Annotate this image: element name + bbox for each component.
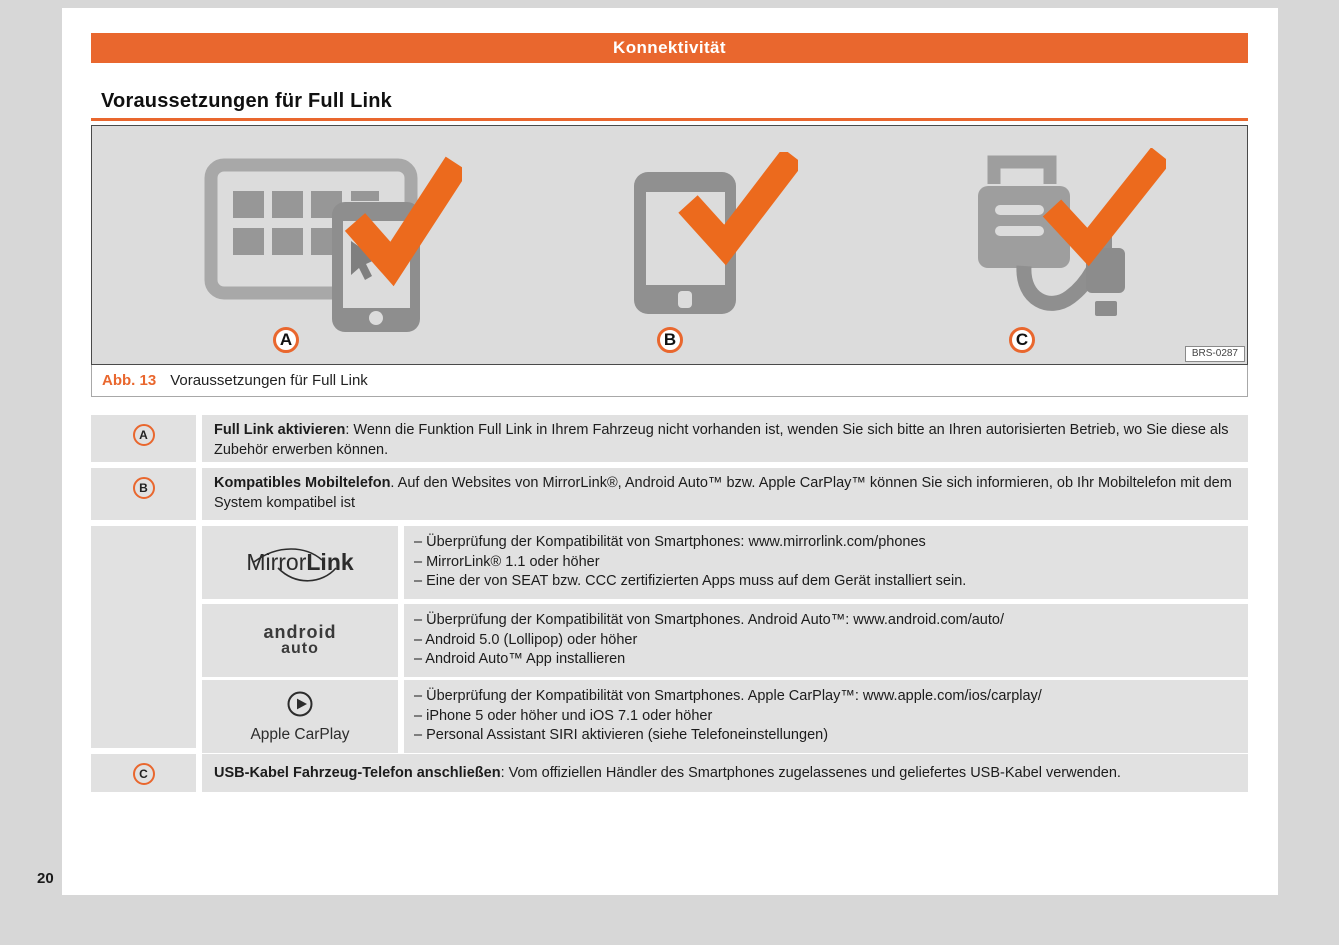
list-item: – Überprüfung der Kompatibilität von Smartphones. Apple CarPlay™: www.apple.com/ios/carplay/	[414, 688, 1042, 704]
list-item: – Eine der von SEAT bzw. CCC zertifizierten Apps muss auf dem Gerät installiert sein.	[414, 573, 967, 589]
list-item: – Android 5.0 (Lollipop) oder höher	[414, 631, 638, 648]
list-item: – Personal Assistant SIRI aktivieren (siehe Telefoneinstellungen)	[414, 727, 829, 743]
marker-ring-c: C	[133, 763, 155, 785]
carplay-text: Apple CarPlay	[250, 725, 350, 743]
row-c-text: : Vom offiziellen Händler des Smartphones zugelassenes und geliefertes USB-Kabel verwenden.	[500, 765, 1121, 781]
manual-page	[62, 8, 1278, 895]
smartphone-icon	[626, 152, 798, 318]
row-b-lead: Kompatibles Mobiltelefon	[214, 475, 391, 491]
list-item: – iPhone 5 oder höher und iOS 7.1 oder höher	[414, 707, 713, 724]
mirrorlink-logo	[202, 526, 398, 599]
figure-code: BRS-0287	[1185, 346, 1245, 362]
android-auto-requirements	[404, 604, 1248, 677]
page-number: 20	[37, 870, 54, 887]
row-a-text: : Wenn die Funktion Full Link in Ihrem Fahrzeug nicht vorhanden ist, wenden Sie sich bitte an Ihren autorisierten Betrieb, wo Sie diese als Zubehör erwerben können.	[214, 422, 1229, 458]
infotainment-phone-icon	[204, 146, 462, 338]
subrow-mirrorlink	[202, 526, 1248, 598]
list-item: – MirrorLink® 1.1 oder höher	[414, 553, 600, 570]
list-item: – Überprüfung der Kompatibilität von Smartphones. Android Auto™: www.android.com/auto/	[414, 612, 1004, 628]
usb-cable-icon	[932, 148, 1166, 322]
row-b-text: . Auf den Websites von MirrorLink®, Android Auto™ bzw. Apple CarPlay™ können Sie sich informieren, ob Ihr Mobiltelefon mit dem System kompatibel ist	[214, 475, 1232, 511]
figure-full-link	[91, 125, 1248, 365]
figure-marker-c: C	[1009, 327, 1035, 353]
subrow-android-auto	[202, 604, 1248, 674]
figure-caption-text: Voraussetzungen für Full Link	[170, 372, 368, 389]
apple-carplay-requirements	[404, 680, 1248, 753]
chapter-title: Konnektivität	[613, 38, 726, 57]
row-a-lead: Full Link aktivieren	[214, 422, 346, 438]
requirements-table	[91, 415, 1248, 792]
table-marker-a	[91, 415, 196, 462]
android-auto-text-line2: auto	[281, 640, 319, 658]
mirrorlink-text-bold: Link	[306, 548, 354, 575]
figure-caption-label: Abb. 13	[102, 372, 157, 389]
mirrorlink-text-light: Mirror	[246, 548, 307, 575]
chapter-header	[91, 33, 1248, 63]
table-marker-b	[91, 468, 196, 520]
mirrorlink-requirements	[404, 526, 1248, 599]
row-c-lead: USB-Kabel Fahrzeug-Telefon anschließen	[214, 765, 501, 781]
list-item: – Überprüfung der Kompatibilität von Smartphones: www.mirrorlink.com/phones	[414, 534, 926, 550]
table-row-a	[202, 415, 1248, 462]
android-auto-logo	[202, 604, 398, 677]
figure-caption	[91, 365, 1248, 397]
subrows-left-strip	[91, 526, 196, 748]
android-auto-text-line1: android	[263, 622, 337, 643]
marker-ring-a: A	[133, 424, 155, 446]
apple-carplay-logo	[202, 680, 398, 753]
figure-marker-b: B	[657, 327, 683, 353]
table-marker-c	[91, 754, 196, 792]
marker-ring-b: B	[133, 477, 155, 499]
list-item: – Android Auto™ App installieren	[414, 651, 626, 667]
table-row-b	[202, 468, 1248, 520]
title-divider	[91, 118, 1248, 121]
page-title: Voraussetzungen für Full Link	[101, 90, 393, 112]
table-row-c	[202, 754, 1248, 792]
subrow-apple-carplay	[202, 680, 1248, 748]
figure-marker-a: A	[273, 327, 299, 353]
carplay-play-icon	[285, 689, 315, 719]
